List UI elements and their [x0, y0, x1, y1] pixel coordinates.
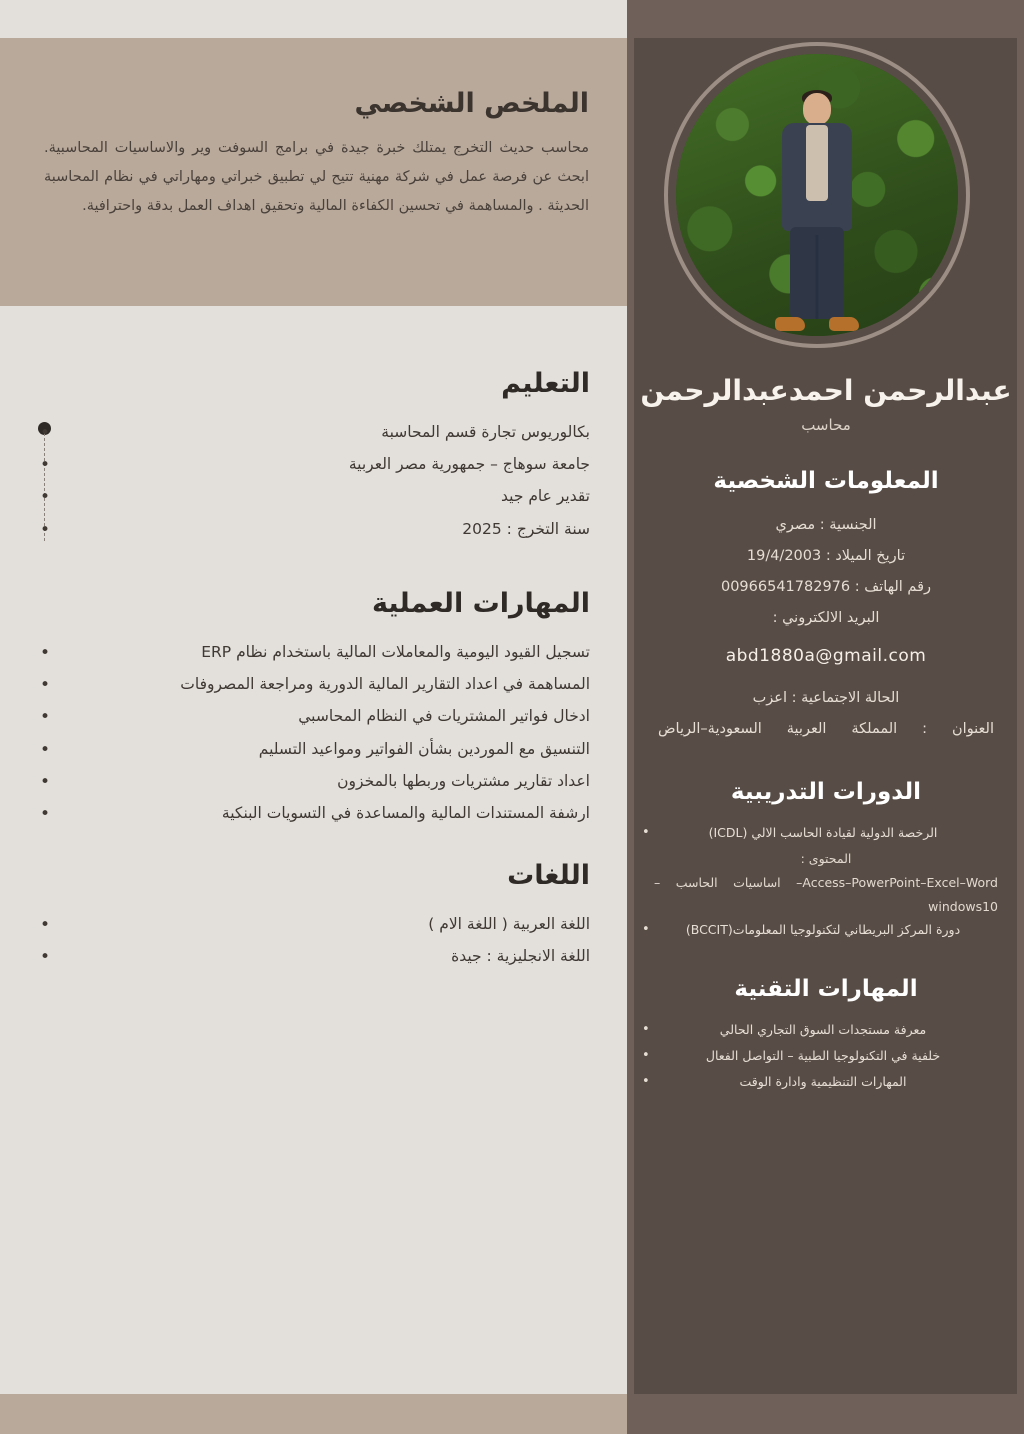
list-item: معرفة مستجدات السوق التجاري الحالي • — [650, 1018, 996, 1042]
list-item: المهارات التنظيمية وادارة الوقت • — [650, 1070, 996, 1094]
education-title: التعليم — [501, 368, 590, 399]
technical-skills-title: المهارات التقنية — [734, 976, 918, 1003]
technical-skills-list — [640, 1018, 1012, 1093]
trousers-shape — [790, 227, 844, 319]
education-timeline — [40, 417, 590, 544]
list-item: تقدير عام جيد • — [40, 481, 590, 511]
training-courses-list — [640, 821, 1012, 845]
summary-text: محاسب حديث التخرج يمتلك خبرة جيدة في برامج السوفت وير والاساسيات المحاسبية. ابحث عن فرصة عمل في شركة مهنية تتيح لي تطبيق خبراتي ومهاراتي في نظام المحاسبة الحديثة . والمساهمة في تحسين الكفاءة المالية وتحقيق اهداف العمل بدقة واحترافية. — [44, 139, 589, 214]
email-value[interactable]: abd1880a@gmail.com — [725, 646, 927, 667]
education-section — [40, 368, 590, 544]
person-figure-icon — [769, 93, 865, 336]
practical-skills-title: المهارات العملية — [372, 587, 590, 619]
right-footer-band — [627, 1394, 1024, 1434]
list-item: تسجيل القيود اليومية والمعاملات المالية باستخدام نظام ERP • — [40, 637, 590, 667]
page-title: عبدالرحمن احمدعبدالرحمن — [640, 374, 1012, 407]
languages-list — [40, 909, 590, 971]
address-value: العنوان : المملكة العربية السعودية–الرياض — [658, 721, 994, 738]
email-label: البريد الالكتروني : — [772, 610, 880, 627]
shirt-shape — [806, 125, 828, 201]
marital-status-value: الحالة الاجتماعية : اعزب — [752, 690, 900, 707]
training-content-value: Access–PowerPoint–Excel–Word– اساسيات الحاسب –windows10 — [654, 874, 998, 914]
list-item: التنسيق مع الموردين بشأن الفواتير ومواعيد التسليم • — [40, 734, 590, 764]
training-courses-list-2 — [640, 918, 1012, 942]
languages-section — [40, 860, 590, 971]
training-courses-title: الدورات التدريبية — [730, 779, 922, 806]
education-list — [40, 417, 590, 544]
training-content-label: المحتوى : — [800, 851, 852, 867]
list-item: خلفية في التكنولوجيا الطبية – التواصل الفعال • — [650, 1044, 996, 1068]
personal-info-title: المعلومات الشخصية — [713, 467, 939, 494]
list-item: سنة التخرج : 2025 • — [40, 514, 590, 544]
practical-skills-section — [40, 588, 590, 828]
list-item: اعداد تقارير مشتريات وربطها بالمخزون • — [40, 766, 590, 796]
list-item: بكالوريوس تجارة قسم المحاسبة • — [40, 417, 590, 447]
summary-title: الملخص الشخصي — [354, 88, 589, 119]
birthdate-value: تاريخ الميلاد : 19/4/2003 — [746, 547, 906, 564]
phone-value: رقم الهاتف : 00966541782976 — [720, 579, 932, 596]
list-item: الرخصة الدولية لقيادة الحاسب الالي (ICDL) • — [650, 821, 996, 845]
languages-title: اللغات — [507, 860, 590, 892]
practical-skills-list — [40, 637, 590, 828]
list-item: المساهمة في اعداد التقارير المالية الدورية ومراجعة المصروفات • — [40, 669, 590, 699]
list-item: ارشفة المستندات المالية والمساعدة في التسويات البنكية • — [40, 798, 590, 828]
right-column — [640, 372, 1012, 1095]
list-item: دورة المركز البريطاني لتكنولوجيا المعلومات(BCCIT) • — [650, 918, 996, 942]
summary-section — [44, 88, 589, 235]
list-item: ادخال فواتير المشتريات في النظام المحاسبي • — [40, 701, 590, 731]
left-sections — [40, 368, 590, 974]
list-item: جامعة سوهاج – جمهورية مصر العربية • — [40, 449, 590, 479]
avatar — [664, 42, 970, 348]
head-shape — [803, 93, 831, 125]
nationality-value: الجنسية : مصري — [775, 516, 877, 533]
personal-info-block — [640, 510, 1012, 746]
list-item: اللغة الانجليزية : جيدة • — [40, 941, 590, 971]
list-item: اللغة العربية ( اللغة الام ) • — [40, 909, 590, 939]
training-content-block — [640, 847, 1012, 918]
avatar-photo — [676, 54, 958, 336]
job-title: محاسب — [801, 415, 851, 434]
shoe-right-shape — [829, 317, 859, 331]
shoe-left-shape — [775, 317, 805, 331]
